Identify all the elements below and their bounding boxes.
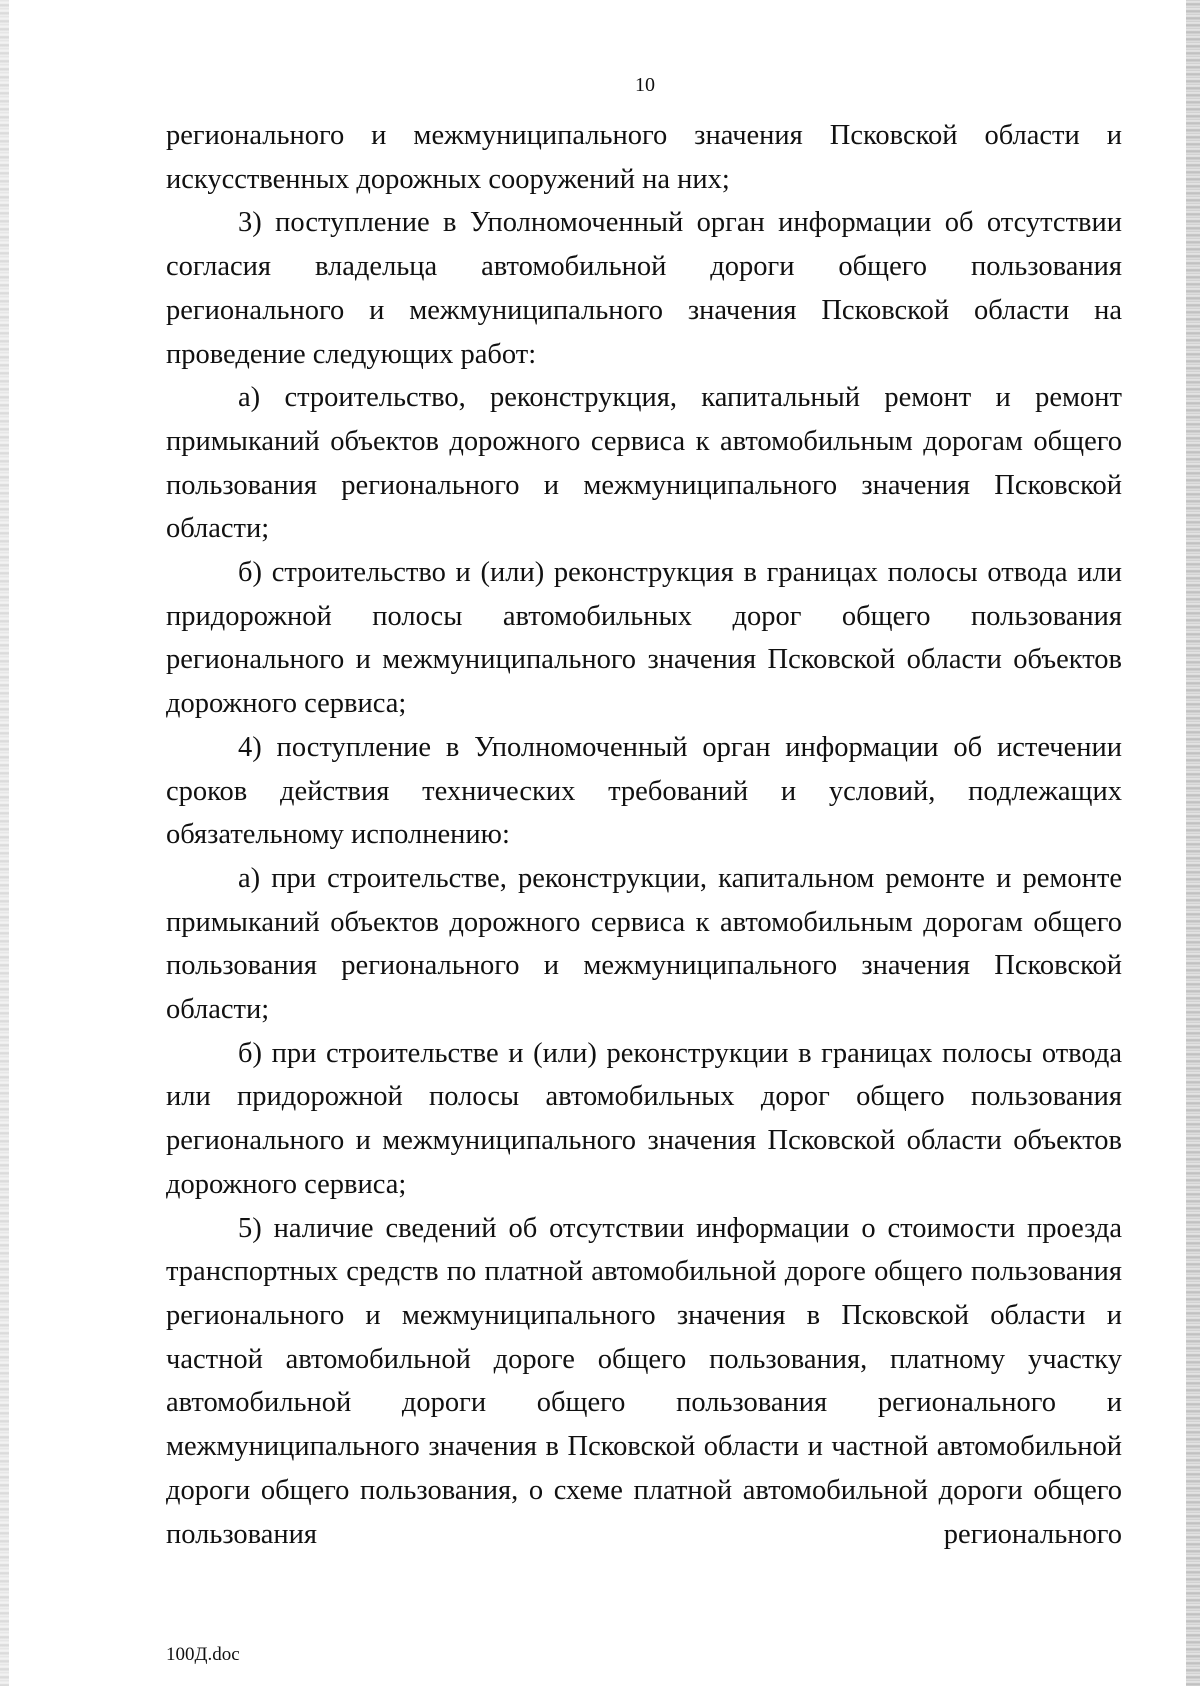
paragraph-item-4a: а) при строительстве, реконструкции, капитальном ремонте и ремонте примыканий объектов дорожного сервиса к автомобильным дорогам общего пользования регионального и межмуниципального значения Псковской области;	[166, 862, 1122, 1026]
page-number: 10	[635, 74, 655, 96]
paragraph-item-4: 4) поступление в Уполномоченный орган информации об истечении сроков действия технических требований и условий, подлежащих обязательному исполнению:	[166, 731, 1122, 851]
paragraph-item-3: 3) поступление в Уполномоченный орган информации об отсутствии согласия владельца автомобильной дороги общего пользования регионального и межмуниципального значения Псковской области на проведение следующих работ:	[166, 207, 1122, 370]
paragraph-item-5: 5) наличие сведений об отсутствии информации о стоимости проезда транспортных средств по платной автомобильной дороге общего пользования регионального и межмуниципального значения в Псковской области и частной автомобильной дороге общего пользования, платному участку автомобильной дороги общего пользования регионального и межмуниципального значения в Псковской области и частной автомобильной дороги общего пользования, о схеме платной автомобильной дороги общего пользования регионального	[166, 1212, 1122, 1550]
paragraph-continuation: регионального и межмуниципального значения Псковской области и искусственных дорожных сооружений на них;	[166, 120, 1122, 195]
paragraph-item-4b: б) при строительстве и (или) реконструкции в границах полосы отвода или придорожной полосы автомобильных дорог общего пользования регионального и межмуниципального значения Псковской области объектов дорожного сервиса;	[166, 1037, 1122, 1200]
footer-filename: 100Д.doc	[166, 1644, 240, 1665]
scan-edge-right	[1186, 0, 1200, 1686]
document-body	[166, 114, 1122, 1556]
paragraph-item-3b: б) строительство и (или) реконструкция в границах полосы отвода или придорожной полосы автомобильных дорог общего пользования регионального и межмуниципального значения Псковской области объектов дорожного сервиса;	[166, 557, 1122, 720]
paragraph-item-3a: а) строительство, реконструкция, капитальный ремонт и ремонт примыканий объектов дорожного сервиса к автомобильным дорогам общего пользования регионального и межмуниципального значения Псковской области;	[166, 382, 1122, 545]
scan-edge-left	[0, 0, 9, 1686]
